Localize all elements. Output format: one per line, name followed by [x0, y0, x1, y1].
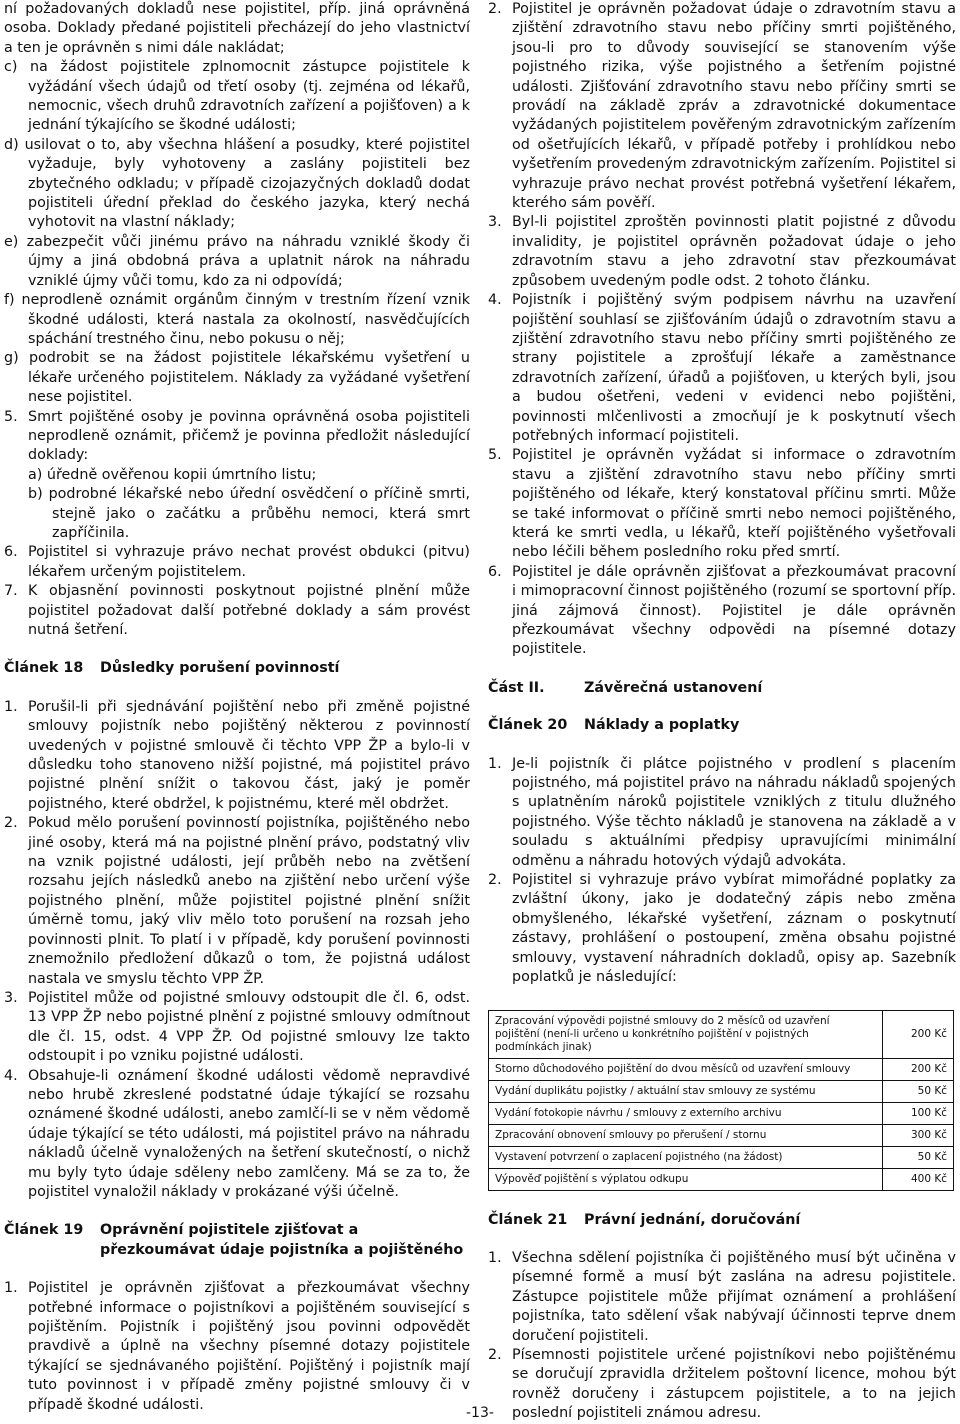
list-item: [4, 814, 470, 989]
table-row: [489, 1080, 954, 1102]
article-21-heading: [488, 1211, 956, 1230]
item-number: 1.: [488, 755, 502, 772]
fee-label: Vydání fotokopie návrhu / smlouvy z externího archivu: [489, 1102, 883, 1124]
item-text: Pojistitel si vyhrazuje právo nechat provést obdukci (pitvu) lékařem určeným pojistitelem.: [28, 544, 470, 580]
fee-price: 50 Kč: [883, 1080, 954, 1102]
fee-label: Storno důchodového pojištění do dvou měsíců od uzavření smlouvy: [489, 1058, 883, 1080]
item-number: 1.: [4, 698, 18, 715]
fee-price: 400 Kč: [883, 1168, 954, 1190]
item-text: Všechna sdělení pojistníka či pojištěného musí být učiněna v písemné formě a musí být zaslána na adresu pojistitele. Zástupce pojistitele může přijímat oznámení a prohlášení pojistníka, tato sdělení však nabývají účinnosti teprve dnem doručení pojistiteli.: [512, 1249, 956, 1344]
sub-item-a: a) úředně ověřenou kopii úmrtního listu;: [28, 466, 317, 483]
article-title: Náklady a poplatky: [584, 717, 740, 734]
item-text: Pojistitel je oprávněn požadovat údaje o zdravotním stavu a zjištění zdravotního stavu nebo příčiny smrti pojištěného, jsou-li pro to důvody související se stanovením výše pojistného rizika, výše pojistného a šetřením pojistné události. Zjišťování zdravotního stavu nebo příčiny smrti se provádí na základě zpráv a zdravotnické dokumentace vyžádaných pojistitelem pověřeným zdravotnickým zařízením od ošetřujících lékařů, v případě potřeby i prohlídkou nebo vyšetřením provedeným zdravotnickým zařízením. Pojistitel si vyhrazuje právo nechat provést potřebná vyšetření lékařem, kterého sám pověří.: [512, 1, 956, 212]
item-number: 7.: [4, 583, 18, 600]
article-title: Právní jednání, doručování: [584, 1211, 801, 1228]
list-item: [488, 755, 956, 871]
fee-label: Vydání duplikátu pojistky / aktuální stav smlouvy ze systému: [489, 1080, 883, 1102]
item-text: Pojistitel může od pojistné smlouvy odstoupit dle čl. 6, odst. 13 VPP ŽP nebo pojistné plnění z pojistné smlouvy odmítnout dle čl. 15, odst. 4 VPP ŽP. Od pojistné smlouvy lze takto odstoupit i po vzniku pojistné události.: [28, 989, 470, 1065]
list-item: [488, 446, 956, 562]
article-19-heading: [4, 1221, 470, 1260]
part-number: Část II.: [488, 679, 545, 696]
item-number: 5.: [488, 447, 502, 464]
list-item: [4, 543, 470, 582]
obligation-e: e) zabezpečit vůči jinému právo na náhradu vzniklé škody či újmy a jiná obdobná práva a uplatnit nárok na náhradu vzniklé újmy vůči tomu, kdo za ni odpovídá;: [4, 233, 470, 289]
table-row: [489, 1058, 954, 1080]
item-text: Pojistitel je oprávněn zjišťovat a přezkoumávat všechny potřebné informace o pojistníkovi a pojištěném související s pojištěním. Pojistník i pojištěný jsou povinni odpovědět pravdivě a úplně na všechny písemné dotazy pojistitele týkající se sjednávaného pojištění. Pojištěný i pojistník mají tuto povinnost i v případě změny pojistné smlouvy či v případě škodné události.: [28, 1280, 470, 1413]
item-text: Pojistitel si vyhrazuje právo vybírat mimořádné poplatky za zvláštní úkony, jako je dodatečný zápis nebo změna obmyšleného, lékařské vyšetření, záznam o poskytnutí zástavy, prohlášení o postoupení, změna obsahu pojistné smlouvy, vystavení náhradních dokladů, opisy ap. Sazebník poplatků je následující:: [512, 872, 956, 986]
item-text: Byl-li pojistitel zproštěn povinnosti platit pojistné z důvodu invalidity, je pojistitel oprávněn požadovat údaje o jeho zdravotním stavu a jeho zdravotní stav přezkoumávat způsobem uvedeným podle odst. 2 tohoto článku.: [512, 214, 956, 289]
table-row: [489, 1124, 954, 1146]
part-2-heading: [488, 679, 956, 698]
list-item: [488, 563, 956, 660]
fee-label: Zpracování výpovědi pojistné smlouvy do 2 měsíců od uzavření pojištění (není-li určeno u konkrétního pojištění v pojistných podmínkách jinak): [489, 1010, 883, 1058]
item-text: Obsahuje-li oznámení škodné události vědomě nepravdivé nebo hrubě zkreslené podstatné údaje týkající se rozsahu oznámené škodné události, anebo zamlčí-li se v něm vědomě údaje týkající se této události, má pojistitel právo na náhradu nákladů účelně vynaložených na šetření skutečností, o nichž mu byly tyto údaje sděleny nebo zamlčeny. Má se za to, že pojistitel vynaložil náklady v prokázané výši účelně.: [28, 1067, 470, 1200]
item-text: K objasnění povinnosti poskytnout pojistné plnění může pojistitel požadovat další potřebné doklady a sám provést nutná šetření.: [28, 583, 470, 638]
fee-label: Vystavení potvrzení o zaplacení pojistného (na žádost): [489, 1146, 883, 1168]
item-text: Je-li pojistník či plátce pojistného v prodlení s placením pojistného, má pojistitel právo na náhradu nákladů spojených s uplatněním nároků pojistitele vzniklých z titulu dlužného pojistného. Výše těchto nákladů je stanovena na základě a v souladu s aktuálními předpisy upravujícími minimální odměnu a náhradu hotových výdajů advokáta.: [512, 755, 956, 869]
item-number: 5.: [4, 408, 18, 425]
item-number: 3.: [4, 989, 18, 1006]
article-number: Článek 18: [4, 660, 84, 677]
item-number: 4.: [4, 1067, 18, 1084]
fee-price: 50 Kč: [883, 1146, 954, 1168]
fee-price: 200 Kč: [883, 1058, 954, 1080]
list-item: [488, 1346, 956, 1424]
fee-table: [488, 1010, 954, 1191]
item-number: 1.: [4, 1280, 18, 1297]
item-number: 3.: [488, 214, 502, 231]
item-number: 6.: [488, 563, 502, 580]
obligation-g: g) podrobit se na žádost pojistitele lékařskému vyšetření u lékaře určeného pojistitelem. Náklady za vyžádané vyšetření nese pojistitel.: [4, 350, 470, 406]
item-number: 4.: [488, 292, 502, 309]
table-row: [489, 1146, 954, 1168]
list-item: [4, 408, 470, 544]
item-number: 6.: [4, 544, 18, 561]
obligation-f: f) neprodleně oznámit orgánům činným v trestním řízení vznik škodné události, která nastala za okolností, nasvědčujících spáchání trestného činu, nebo pokusu o něj;: [4, 292, 470, 347]
table-row: [489, 1102, 954, 1124]
item-number: 2.: [488, 1346, 502, 1363]
article-title: Oprávnění pojistitele zjišťovat a přezkoumávat údaje pojistníka a pojištěného: [100, 1222, 464, 1258]
fee-price: 100 Kč: [883, 1102, 954, 1124]
article-number: Článek 19: [4, 1222, 84, 1239]
obligation-c: c) na žádost pojistitele zplnomocnit zástupce pojistitele k vyžádání všech údajů od třetí osoby (tj. zejména od lékařů, nemocnic, všech druhů zdravotních zařízení a pojišťoven) a k jednání týkajícího se škodné události;: [4, 59, 470, 134]
fee-price: 300 Kč: [883, 1124, 954, 1146]
list-item: [4, 1067, 470, 1203]
intro-paragraph: ní požadovaných dokladů nese pojistitel, příp. jiná oprávněná osoba. Doklady předané pojistiteli přecházejí do jeho vlastnictví a ten je oprávněn s nimi dále nakládat;: [4, 1, 470, 56]
item-text: Porušil-li při sjednávání pojištění nebo při změně pojistné smlouvy pojistník nebo pojištěný některou z povinností uvedených v pojistné smlouvě či těchto VPP ŽP a bylo-li v důsledku toho stanoveno nižší pojistné, má pojistitel právo pojistné plnění snížit o takovou část, jaký je poměr pojistného, které obdržel, k pojistnému, které měl obdržet.: [28, 698, 470, 812]
article-number: Článek 20: [488, 717, 568, 734]
list-item: [488, 0, 956, 213]
article-18-heading: [4, 659, 470, 678]
table-row: [489, 1010, 954, 1058]
fee-label: Zpracování obnovení smlouvy po přerušení / stornu: [489, 1124, 883, 1146]
fee-label: Výpověď pojištění s výplatou odkupu: [489, 1168, 883, 1190]
item-text: Písemnosti pojistitele určené pojistníkovi nebo pojištěnému se doručují zpravidla držitelem poštovní licence, mohou být rovněž doručeny i zástupcem pojistitele, a to na jejich poslední pojistiteli známou adresu.: [512, 1346, 956, 1422]
page-number: -13-: [466, 1405, 494, 1421]
sub-item-b: b) podrobné lékařské nebo úřední osvědčení o příčině smrti, stejně jako o začátku a průběhu nemoci, která smrt zapříčinila.: [28, 486, 470, 541]
item-number: 2.: [488, 1, 502, 17]
part-title: Závěrečná ustanovení: [584, 679, 763, 696]
list-item: [488, 213, 956, 291]
list-item: [488, 291, 956, 446]
list-item: [4, 698, 470, 814]
item-text: Smrt pojištěné osoby je povinna oprávněná osoba pojistiteli neprodleně oznámit, přičemž je povinna předložit následující doklady:: [28, 408, 470, 464]
list-item: [4, 582, 470, 640]
item-number: 2.: [4, 815, 18, 832]
item-text: Pojistitel je dále oprávněn zjišťovat a přezkoumávat pracovní i mimopracovní činnost pojištěného (rozumí se sportovní příp. jiná zájmová činnost). Pojistitel je dále oprávněn přezkoumávat všechny odpovědi na písemné dotazy pojistitele.: [512, 563, 956, 658]
item-number: 1.: [488, 1249, 502, 1266]
article-20-heading: [488, 716, 956, 735]
list-item: [4, 1279, 470, 1415]
table-row: [489, 1168, 954, 1190]
left-column: [4, 0, 470, 1415]
right-column: [488, 0, 956, 1424]
item-text: Pokud mělo porušení povinností pojistníka, pojištěného nebo jiné osoby, která má na pojistné plnění právo, podstatný vliv na vznik pojistné události, její průběh nebo na zvětšení rozsahu jejích následků anebo na zjištění nebo určení výše pojistného plnění, může pojistitel pojistné plnění snížit úměrně tomu, jaký vliv mělo toto porušení na rozsah jeho povinnosti plnit. To platí i v případě, kdy porušení povinnosti znemožnilo předložení důkazů o tom, že pojistná událost nastala ve smyslu těchto VPP ŽP.: [28, 815, 470, 987]
article-title: Důsledky porušení povinností: [100, 660, 340, 677]
list-item: [4, 989, 470, 1067]
list-item: [488, 871, 956, 987]
item-text: Pojistník i pojištěný svým podpisem návrhu na uzavření pojištění souhlasí se zjišťováním údajů o zdravotním stavu a zjištění zdravotního stavu nebo příčiny smrti pojištěného ze strany pojistitele a zprošťují lékaře a zaměstnance zdravotních zařízení, úřadů a pojišťoven, u kterých byli, jsou a budou ošetřeni, vedeni v evidenci nebo pojištěni, povinnosti mlčenlivosti a zmocňují je k poskytnutí všech potřebných informací pojistiteli.: [512, 292, 956, 444]
item-number: 2.: [488, 872, 502, 889]
fee-price: 200 Kč: [883, 1010, 954, 1058]
article-number: Článek 21: [488, 1211, 568, 1228]
list-item: [488, 1249, 956, 1346]
item-text: Pojistitel je oprávněn vyžádat si informace o zdravotním stavu a zjištění zdravotního stavu nebo příčiny smrti pojištěného od lékaře, který konstatoval příčinu smrti. Může se také informovat o příčině smrti nebo nemoci pojištěného, která ke smrti vedla, u lékařů, kteří pojištěného vyšetřovali nebo léčili během posledního roku před smrtí.: [512, 447, 956, 561]
obligation-d: d) usilovat o to, aby všechna hlášení a posudky, které pojistitel vyžaduje, byly vyhotoveny a zaslány pojistiteli bez zbytečného odkladu; v případě cizojazyčných dokladů dodat pojistiteli úřední překlad do českého jazyka, který nechá vyhotovit na vlastní náklady;: [4, 136, 470, 231]
